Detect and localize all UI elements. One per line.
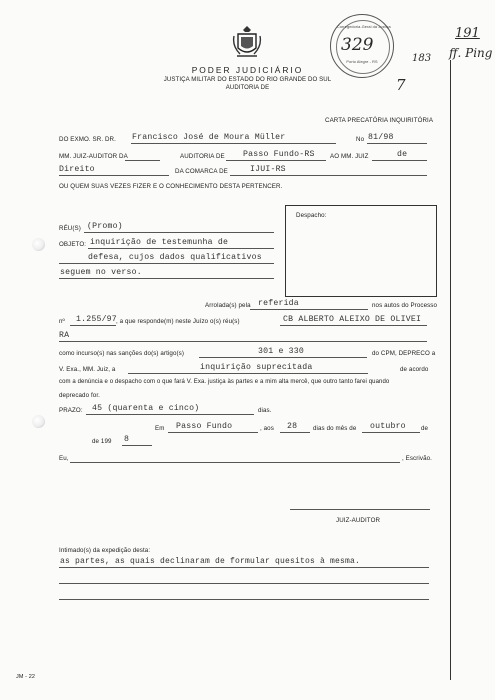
- prazo-label: PRAZO:: [59, 407, 83, 414]
- court-name: JUSTIÇA MILITAR DO ESTADO DO RIO GRANDE DO SUL: [163, 76, 332, 83]
- margin-signature: ff. Ping: [449, 46, 493, 60]
- intimacao-text: as partes, as quais declinaram de formular quesitos à mesma.: [60, 557, 361, 566]
- juiz-auditor-line: [125, 160, 160, 161]
- reu-name-line-2: [59, 341, 427, 342]
- day-value: 28: [287, 422, 298, 431]
- form-code: JM - 22: [16, 674, 36, 680]
- number-value: 81/98: [368, 133, 394, 142]
- number-label: No: [356, 136, 365, 143]
- intimacao-line-1: [59, 567, 429, 568]
- objeto-underline-1: [88, 248, 274, 249]
- reu-label: RÉU(S): [59, 225, 81, 232]
- auditoria-label: AUDITORIA DE: [180, 153, 225, 160]
- arrolada-line: [250, 309, 368, 310]
- city-value: Passo Fundo: [176, 422, 233, 431]
- reu-value: (Promo): [87, 222, 123, 231]
- coat-of-arms-icon: [232, 24, 262, 60]
- signature-line: [290, 509, 430, 510]
- month-value: outubro: [370, 422, 406, 431]
- prazo-line: [86, 414, 254, 415]
- role-line: [59, 175, 169, 176]
- escrivao-text: , Escrivão.: [402, 455, 432, 462]
- city-line: [168, 432, 258, 433]
- prazo-value: 45 (quarenta e cinco): [92, 404, 200, 413]
- dias-mes-text: dias do mês de: [313, 425, 357, 432]
- objeto-line-2: defesa, cujos dados qualificativos: [88, 253, 262, 262]
- judge-name-line: [131, 143, 336, 144]
- artigos-value: 301 e 330: [258, 347, 305, 356]
- objeto-underline-2: [59, 263, 274, 264]
- arrolada-label: Arrolada(s) pela: [205, 302, 251, 309]
- comarca-label: DA COMARCA DE: [175, 168, 228, 175]
- de-label: de: [421, 425, 429, 432]
- judge-name: Francisco José de Moura Müller: [132, 133, 286, 142]
- folio-number: 191: [455, 26, 480, 41]
- deprecado-text: deprecado for.: [59, 392, 100, 399]
- intimacao-line-3: [59, 599, 429, 600]
- punch-hole-top: [32, 238, 45, 251]
- salutation-label: DO EXMO. SR. DR.: [59, 136, 116, 143]
- auditoria-value: Passo Fundo-RS: [243, 150, 315, 159]
- role-value: Direito: [59, 165, 95, 174]
- cpm-text: do CPM, DEPRECO a: [372, 350, 436, 357]
- vexa-value: inquirição suprecitada: [200, 363, 313, 372]
- number-line: [367, 143, 427, 144]
- reu-name-2: RA: [59, 331, 70, 340]
- intimacao-line-2: [59, 583, 429, 584]
- responde-text: , a que responde(m) neste Juízo o(s) réu(s): [116, 318, 240, 325]
- year-suffix: 8: [124, 435, 130, 444]
- punch-hole-bottom: [32, 415, 45, 428]
- objeto-line-1: inquirição de testemunha de: [90, 238, 229, 247]
- despacho-label: Despacho:: [296, 212, 327, 219]
- eu-label: Eu,: [59, 455, 69, 462]
- auditoria-line: [226, 160, 326, 161]
- signature-label: JUIZ-AUDITOR: [336, 517, 381, 524]
- denuncia-text: com a denúncia e o despacho com o que fará V. Exa. justiça às partes e a mim alta mercê, que outro tanto farei quando: [59, 379, 390, 385]
- aos-text: , aos: [260, 425, 274, 432]
- processo-prefix: nº: [59, 318, 65, 325]
- document-type: CARTA PRECATÓRIA INQUIRITÓRIA: [325, 117, 434, 124]
- office-label: AUDITORIA DE: [225, 85, 270, 91]
- vexa-label: V. Exa., MM. Juiz, a: [59, 366, 116, 373]
- year-prefix: de 199: [92, 438, 112, 445]
- objeto-label: OBJETO:: [59, 241, 87, 248]
- processo-line: [70, 325, 116, 326]
- comarca-line: [230, 175, 427, 176]
- processo-number: 1.255/97: [76, 315, 117, 324]
- stamp-arc-text: Corregedoria-Geral da Justiça: [337, 25, 391, 29]
- continuation-text: OU QUEM SUAS VEZES FIZER E O CONHECIMENTO DESTA PERTENCER.: [59, 183, 283, 190]
- despacho-box: [285, 205, 437, 297]
- page-number: 183: [412, 53, 432, 64]
- day-line: [280, 432, 310, 433]
- margin-mark: 7: [396, 76, 406, 94]
- nos-autos-text: nos autos do Processo: [372, 302, 438, 309]
- objeto-line-3: seguem no verso.: [60, 268, 142, 277]
- arrolada-value: referida: [258, 299, 299, 308]
- juiz-auditor-label: MM. JUIZ-AUDITOR DA: [59, 153, 128, 160]
- ao-juiz-value: de: [397, 150, 408, 159]
- em-label: Em: [155, 425, 165, 432]
- objeto-underline-3: [59, 278, 274, 279]
- artigos-line: [199, 357, 367, 358]
- year-line: [122, 445, 152, 446]
- intimacao-label: Intimado(s) da expedição desta:: [59, 547, 151, 554]
- official-stamp: [330, 14, 394, 78]
- vexa-line: [128, 373, 368, 374]
- incurso-label: como incurso(s) nas sanções do(s) artigo(s): [59, 350, 184, 357]
- comarca-value: IJUI-RS: [250, 165, 286, 174]
- month-line: [362, 432, 420, 433]
- eu-line: [70, 462, 400, 463]
- reu-name-line-1: [280, 325, 427, 326]
- reu-name-1: CB ALBERTO ALEIXO DE OLIVEI: [283, 315, 422, 324]
- institution-title: PODER JUDICIÁRIO: [191, 65, 304, 75]
- de-acordo-text: de acordo: [400, 366, 429, 373]
- stamp-bottom-text: Porto Alegre - RS: [346, 60, 378, 64]
- ao-juiz-line: [372, 160, 427, 161]
- reu-line: [84, 232, 274, 233]
- stamp-number: 329: [341, 35, 374, 55]
- right-margin-line: [450, 60, 451, 680]
- dias-text: dias.: [258, 407, 272, 414]
- ao-juiz-label: AO MM. JUIZ: [330, 153, 369, 160]
